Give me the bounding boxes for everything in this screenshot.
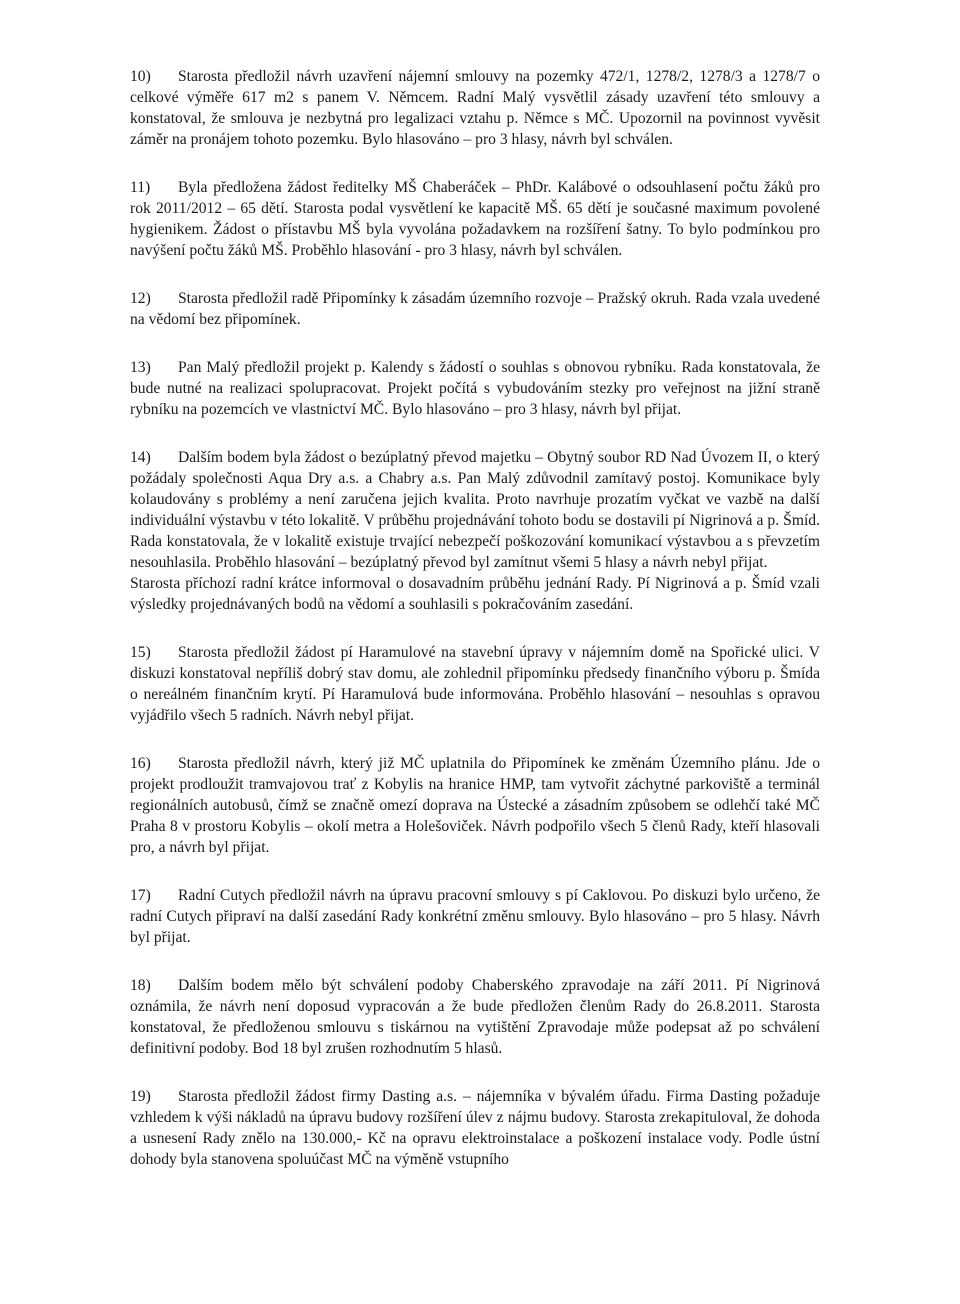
item-text: Pan Malý předložil projekt p. Kalendy s žádostí o souhlas s obnovou rybníku. Rada konstatovala, že bude nutné na realizaci spolupracovat. Projekt počítá s vybudováním stezky pro veřejnost na jižní straně rybníku na pozemcích ve vlastnictví MČ. Bylo hlasováno – pro 3 hlasy, návrh byl přijat. [130, 359, 820, 418]
agenda-item-14 [130, 447, 820, 615]
agenda-item-19 [130, 1086, 820, 1170]
agenda-item-17 [130, 885, 820, 948]
item-paragraph [130, 177, 820, 261]
item-number: 19) [130, 1088, 151, 1105]
agenda-item-16 [130, 753, 820, 858]
item-text: Starosta předložil návrh, který již MČ uplatnila do Připomínek ke změnám Územního plánu. Jde o projekt prodloužit tramvajovou trať z Kobylis na hranice HMP, tam vytvořit záchytné parkoviště a terminál regionálních autobusů, čímž se značně omezí doprava na Ústecké a zásadním způsobem se odlehčí také MČ Praha 8 v prostoru Kobylis – okolí metra a Holešoviček. Návrh podpořilo všech 5 členů Rady, kteří hlasovali pro, a návrh byl přijat. [130, 755, 820, 856]
item-text: Starosta předložil radě Připomínky k zásadám územního rozvoje – Pražský okruh. Rada vzala uvedené na vědomí bez připomínek. [130, 290, 820, 328]
item-number: 17) [130, 887, 151, 904]
item-text: Starosta předložil žádost firmy Dasting a.s. – nájemníka v bývalém úřadu. Firma Dasting požaduje vzhledem k výši nákladů na úpravu budovy rozšíření úlev z nájmu budovy. Starosta zrekapituloval, že dohoda a usnesení Rady znělo na 130.000,- Kč na opravu elektroinstalace a poškození instalace vody. Podle ústní dohody byla stanovena spoluúčast MČ na výměně vstupního [130, 1088, 820, 1168]
item-paragraph [130, 288, 820, 330]
agenda-item-10 [130, 66, 820, 150]
item-paragraph [130, 357, 820, 420]
agenda-item-15 [130, 642, 820, 726]
item-number: 13) [130, 359, 151, 376]
item-text: Dalším bodem mělo být schválení podoby Chaberského zpravodaje na září 2011. Pí Nigrinová oznámila, že návrh není doposud vypracován a že bude předložen členům Rady do 26.8.2011. Starosta konstatoval, že předloženou smlouvu s tiskárnou na vytištění Zpravodaje může podepsat až po schválení definitivní podoby. Bod 18 byl zrušen rozhodnutím 5 hlasů. [130, 977, 820, 1057]
item-paragraph [130, 885, 820, 948]
item-text: Byla předložena žádost ředitelky MŠ Chaberáček – PhDr. Kalábové o odsouhlasení počtu žáků pro rok 2011/2012 – 65 dětí. Starosta podal vysvětlení ke kapacitě MŠ. 65 dětí je současné maximum povolené hygienikem. Žádost o přístavbu MŠ byla vyvolána požadavkem na rozšíření šatny. To bylo podmínkou pro navýšení počtu žáků MŠ. Proběhlo hlasování - pro 3 hlasy, návrh byl schválen. [130, 179, 820, 259]
item-text: Radní Cutych předložil návrh na úpravu pracovní smlouvy s pí Caklovou. Po diskuzi bylo určeno, že radní Cutych připraví na další zasedání Rady konkrétní změnu smlouvy. Bylo hlasováno – pro 5 hlasy. Návrh byl přijat. [130, 887, 820, 946]
item-number: 16) [130, 755, 151, 772]
item-paragraph [130, 1086, 820, 1170]
item-number: 11) [130, 179, 151, 196]
item-number: 14) [130, 449, 151, 466]
item-number: 10) [130, 68, 151, 85]
item-number: 15) [130, 644, 151, 661]
item-continuation: Starosta příchozí radní krátce informoval o dosavadním průběhu jednání Rady. Pí Nigrinová a p. Šmíd vzali výsledky projednávaných bodů na vědomí a souhlasili s pokračováním zasedání. [130, 575, 820, 613]
item-number: 18) [130, 977, 151, 994]
item-text: Dalším bodem byla žádost o bezúplatný převod majetku – Obytný soubor RD Nad Úvozem II, o který požádaly společnosti Aqua Dry a.s. a Chabry a.s. Pan Malý zdůvodnil zamítavý postoj. Komunikace byly kolaudovány s problémy a není zaručena jejich kvalita. Proto navrhuje prozatím vyčkat ve vazbě na další individuální výstavbu v této lokalitě. V průběhu projednávání tohoto bodu se dostavili pí Nigrinová a p. Šmíd. Rada konstatovala, že v lokalitě existuje trvající nebezpečí poškozování komunikací výstavbou a s převzetím nesouhlasila. Proběhlo hlasování – bezúplatný převod byl zamítnut všemi 5 hlasy a návrh nebyl přijat. [130, 449, 820, 571]
document-page [130, 66, 820, 1197]
agenda-item-11 [130, 177, 820, 261]
item-paragraph [130, 975, 820, 1059]
item-paragraph [130, 447, 820, 573]
item-text: Starosta předložil žádost pí Haramulové na stavební úpravy v nájemním domě na Spořické ulici. V diskuzi konstatoval nepříliš dobrý stav domu, ale zohlednil připomínku předsedy finančního výboru p. Šmída o nereálném finančním krytí. Pí Haramulová bude informována. Proběhlo hlasování – nesouhlas s opravou vyjádřilo všech 5 radních. Návrh nebyl přijat. [130, 644, 820, 724]
item-text: Starosta předložil návrh uzavření nájemní smlouvy na pozemky 472/1, 1278/2, 1278/3 a 1278/7 o celkové výměře 617 m2 s panem V. Němcem. Radní Malý vysvětlil zásady uzavření této smlouvy a konstatoval, že smlouva je nezbytná pro legalizaci vztahu p. Němce s MČ. Upozornil na povinnost vyvěsit záměr na pronájem tohoto pozemku. Bylo hlasováno – pro 3 hlasy, návrh byl schválen. [130, 68, 820, 148]
agenda-item-12 [130, 288, 820, 330]
agenda-item-18 [130, 975, 820, 1059]
item-paragraph [130, 66, 820, 150]
agenda-item-13 [130, 357, 820, 420]
item-paragraph [130, 753, 820, 858]
item-number: 12) [130, 290, 151, 307]
item-paragraph [130, 642, 820, 726]
